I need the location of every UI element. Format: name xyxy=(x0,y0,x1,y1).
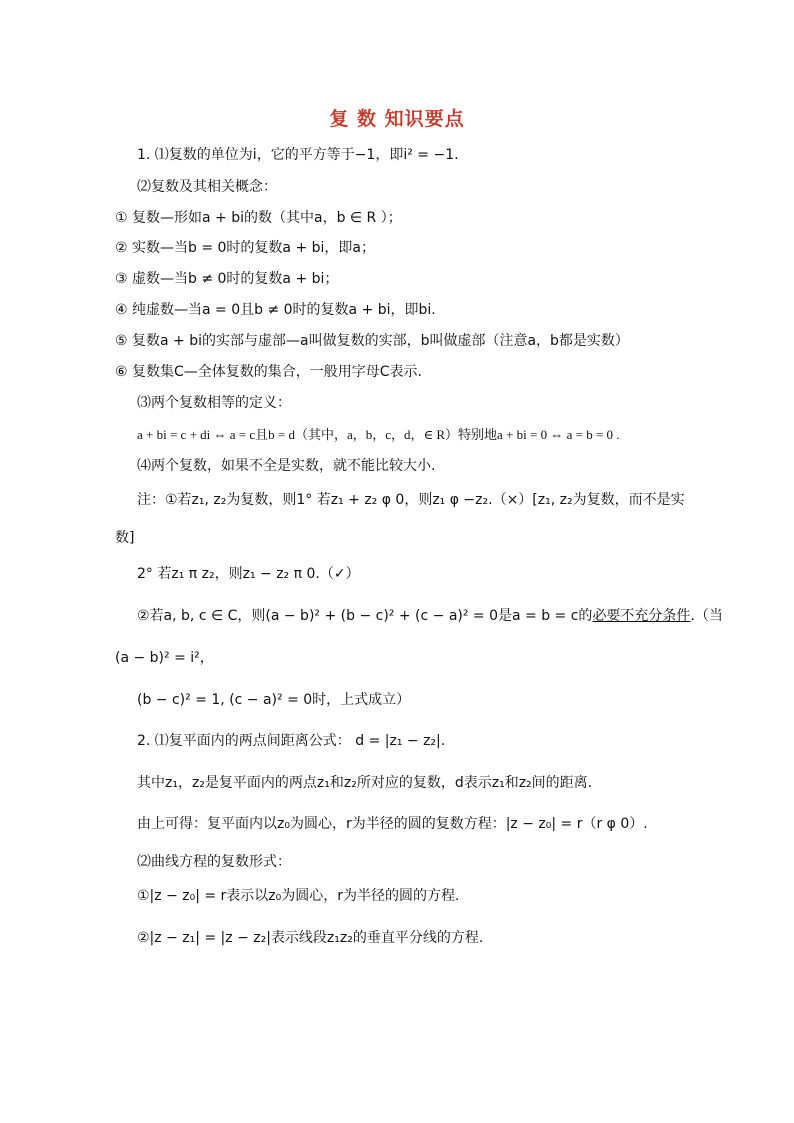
page-title: 复 数 知识要点 xyxy=(329,108,465,130)
note-line: 注：①若z₁, z₂为复数，则1° 若z₁ + z₂ φ 0，则z₁ φ −z₂.（×）[z₁, z₂为复数，而不是实 xyxy=(137,492,685,508)
list-item: ④ 纯虚数—当a = 0且b ≠ 0时的复数a + bi，即bi. xyxy=(115,302,436,318)
text-line: ⑵复数及其相关概念： xyxy=(137,179,277,195)
condition-suffix: .（当 xyxy=(690,608,723,624)
text-line: ②|z − z₁| = |z − z₂|表示线段z₁z₂的垂直平分线的方程. xyxy=(137,930,484,946)
note-line xyxy=(137,606,723,626)
list-item: ⑥ 复数集C—全体复数的集合，一般用字母C表示. xyxy=(115,364,423,380)
text-line: 1. ⑴复数的单位为i，它的平方等于−1，即i² = −1. xyxy=(137,147,459,163)
condition-text: ②若a, b, c ∈ C，则(a − b)² + (b − c)² + (c − a)² = 0是a = b = c的 xyxy=(137,608,593,624)
list-item: ① 复数—形如a + bi的数（其中a，b ∈ R ）； xyxy=(115,210,402,226)
note-line: 数] xyxy=(115,530,135,546)
list-item: ② 实数—当b = 0时的复数a + bi，即a； xyxy=(115,240,375,256)
list-item: ③ 虚数—当b ≠ 0时的复数a + bi； xyxy=(115,271,339,287)
text-line: ⑵曲线方程的复数形式： xyxy=(137,854,291,870)
text-line: ⑶两个复数相等的定义： xyxy=(137,395,291,411)
list-item: ⑤ 复数a + bi的实部与虚部—a叫做复数的实部，b叫做虚部（注意a，b都是实数） xyxy=(115,333,629,349)
note-line: 2° 若z₁ π z₂，则z₁ − z₂ π 0.（✓） xyxy=(137,566,360,582)
text-line: ①|z − z₀| = r表示以z₀为圆心，r为半径的圆的方程. xyxy=(137,888,460,904)
note-line: (a − b)² = i²， xyxy=(115,650,214,666)
note-line: (b − c)² = 1, (c − a)² = 0时，上式成立） xyxy=(137,692,411,708)
text-line: 2. ⑴复平面内的两点间距离公式： d = |z₁ − z₂|. xyxy=(137,733,446,749)
underlined-term: 必要不充分条件 xyxy=(592,608,691,624)
text-line: 由上可得：复平面内以z₀为圆心，r为半径的圆的复数方程：|z − z₀| = r（r φ 0）. xyxy=(137,816,648,832)
text-line: 其中z₁，z₂是复平面内的两点z₁和z₂所对应的复数，d表示z₁和z₂间的距离. xyxy=(137,775,593,791)
formula-line: a + bi = c + di ⇔ a = c且b = d（其中，a，b，c，d，∈ R）特别地a + bi = 0 ⇔ a = b = 0 . xyxy=(137,427,620,442)
text-line: ⑷两个复数，如果不全是实数，就不能比较大小. xyxy=(137,458,436,474)
